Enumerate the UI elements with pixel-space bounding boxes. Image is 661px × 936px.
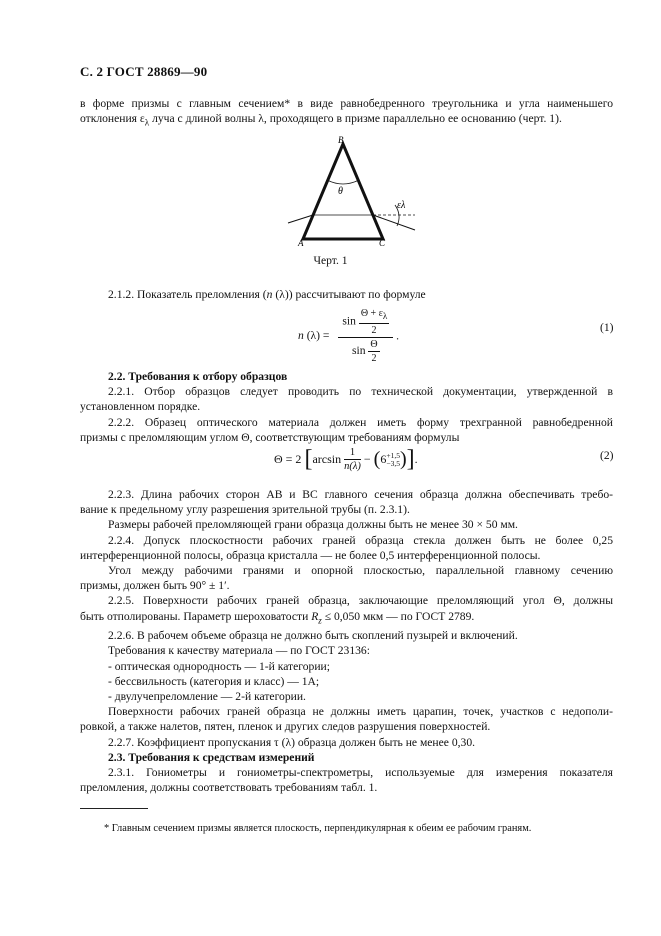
footnote: * Главным сечением призмы является плоскость, перпендикулярная к обеим ее рабочим граням. — [104, 823, 532, 834]
intro-line-2: отклонения $\varepsilon_\lambda$ луча с длиной волны λ, проходящего в призме параллельно ее основанию (черт. 1). — [80, 112, 562, 128]
para-2-3-1-line-1: 2.3.1. Гониометры и гониометры-спектрометры, используемые для измерения показателя — [108, 765, 613, 779]
section-2-1-2 — [80, 287, 613, 302]
list-item-2: - бессвильность (категория и класс) — 1А; — [108, 674, 320, 688]
para-2-2-2-line-2: призмы с преломляющим углом Θ, соответствующим требованиям формулы — [80, 430, 460, 444]
para-surface-line-1: Поверхности рабочих граней образца не должны иметь царапин, точек, участков с недополи- — [108, 705, 613, 719]
para-2-3-1-line-2: преломления, должны соответствовать требованиям табл. 1. — [80, 781, 378, 795]
label-epsilon: ελ — [397, 200, 406, 211]
para-sizes: Размеры рабочей преломляющей грани образца должны быть не менее 30 × 50 мм. — [108, 518, 518, 532]
para-angle-line-1: Угол между рабочими гранями и опорной плоскостью, параллельной главному сечению — [108, 564, 613, 578]
intro-paragraph — [80, 96, 613, 131]
para-surface-line-2: ровкой, а также налетов, пятен, пленок и других следов разрушения поверхностей. — [80, 720, 491, 734]
para-2-2-1-line-2: установленном порядке. — [80, 400, 201, 414]
para-2-2-5-line-1: 2.2.5. Поверхности рабочих граней образца, заключающие преломляющий угол Θ, должны — [108, 594, 613, 608]
label-b: B — [338, 135, 344, 145]
label-theta: θ — [338, 186, 343, 197]
intro-line-1: в форме призмы с главным сечением* в виде равнобедренного треугольника и угла наименьшего — [80, 97, 613, 110]
section-2-2 — [80, 369, 613, 445]
para-angle-line-2: призмы, должен быть 90° ± 1′. — [80, 579, 230, 593]
para-2-2-4-line-1: 2.2.4. Допуск плоскостности рабочих граней образца стекла должен быть не более 0,25 — [108, 533, 613, 547]
footnote-divider — [80, 808, 148, 809]
formula-1: n (λ) = sin $\frac{\Theta + \varepsilon_\lambda}{2}$ sin $\frac{\Theta}{2}$ . — [298, 308, 400, 364]
para-2-2-3-line-2: вание к предельному углу разрешения зрительной трубы (п. 2.3.1). — [80, 503, 410, 517]
formula-1-number: (1) — [600, 321, 614, 334]
heading-2-2: 2.2. Требования к отбору образцов — [108, 370, 288, 383]
para-2-2-1-line-1: 2.2.1. Отбор образцов следует проводить по технической документации, утвержденной в — [108, 385, 613, 399]
formula-2: Θ = 2 [arcsin $\frac{1}{n(\lambda)}$ − (6 +1,5 −3,5 )]. — [274, 445, 418, 472]
body-text — [80, 487, 613, 795]
prism-drawing — [283, 134, 423, 249]
list-item-3: - двулучепреломление — 2-й категории. — [108, 689, 306, 703]
para-2-2-7: 2.2.7. Коэффициент пропускания τ (λ) образца должен быть не менее 0,30. — [108, 735, 476, 749]
para-2-2-4-line-2: интерференционной полосы, образца кристалла — не более 0,5 интерференционной полосы. — [80, 548, 541, 562]
formula-1-fraction: sin $\frac{\Theta + \varepsilon_\lambda}{2}$ sin $\frac{\Theta}{2}$ — [338, 307, 393, 365]
page-header: С. 2 ГОСТ 28869—90 — [80, 64, 208, 79]
label-a: A — [298, 238, 304, 248]
para-2-2-3-line-1: 2.2.3. Длина рабочих сторон AB и BC главного сечения образца должна обеспечивать требо- — [108, 488, 613, 501]
para-2-2-5-line-2: быть отполированы. Параметр шероховатости $R_z \le 0,050$ мкм — по ГОСТ 2789. — [80, 609, 475, 625]
label-c: C — [379, 238, 386, 248]
figure-caption: Черт. 1 — [313, 254, 348, 267]
formula-2-number: (2) — [600, 449, 614, 462]
para-2-1-2: 2.1.2. Показатель преломления (n (λ)) рассчитывают по формуле — [108, 288, 426, 301]
heading-2-3: 2.3. Требования к средствам измерений — [108, 750, 315, 764]
para-2-2-6: 2.2.6. В рабочем объеме образца не должно быть скоплений пузырей и включений. — [108, 629, 518, 643]
para-quality: Требования к качеству материала — по ГОСТ 23136: — [108, 644, 370, 658]
para-2-2-2-line-1: 2.2.2. Образец оптического материала должен иметь форму трехгранной равнобедренной — [108, 415, 613, 429]
list-item-1: - оптическая однородность — 1-й категории; — [108, 659, 330, 673]
